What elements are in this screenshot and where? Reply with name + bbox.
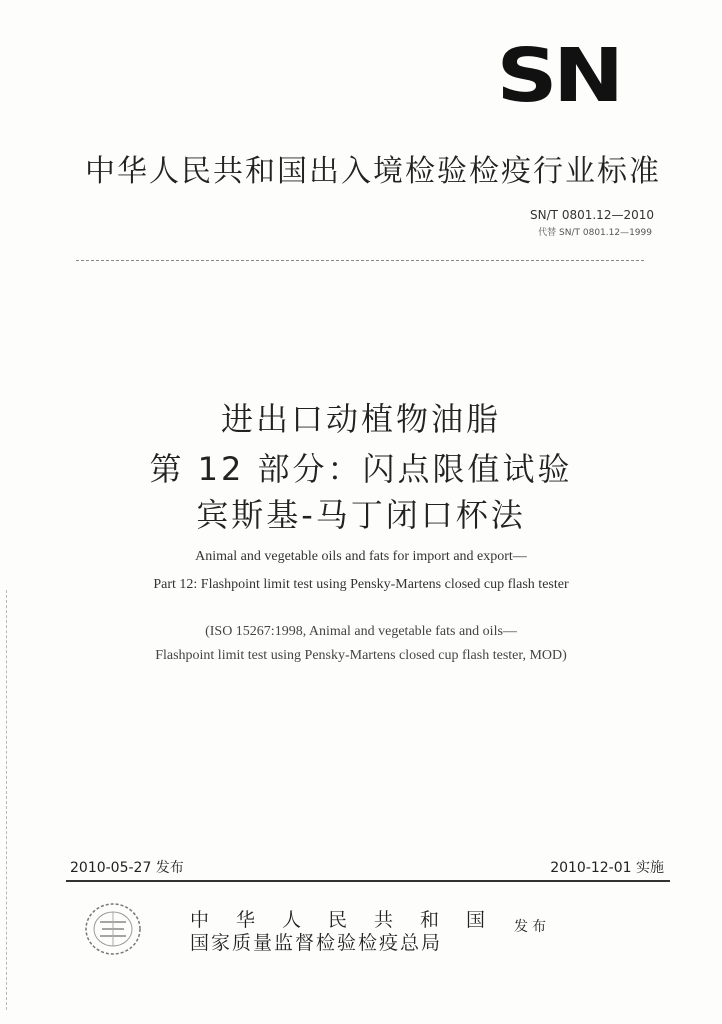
title-cn-line-1: 进出口动植物油脂 [220, 400, 501, 438]
issuer-country: 中华人民共和国 [190, 909, 513, 931]
publish-label: 发布 [514, 919, 550, 935]
iso-reference-line-2: Flashpoint limit test using Pensky-Martens closed cup flash tester, MOD) [155, 648, 567, 663]
header-divider [76, 260, 644, 261]
title-en-line-1: Animal and vegetable oils and fats for import and export— [195, 549, 527, 564]
issuer-agency: 国家质量监督检验检疫总局 [190, 932, 443, 954]
issue-date: 2010-05-27 发布 [70, 860, 184, 876]
implementation-date: 2010-12-01 实施 [550, 860, 664, 876]
official-seal-icon [80, 898, 146, 960]
standard-number: SN/T 0801.12—2010 [530, 208, 654, 222]
title-en-line-2: Part 12: Flashpoint limit test using Pensky-Martens closed cup flash tester [153, 577, 569, 592]
sn-logo: SN [496, 33, 620, 119]
iso-reference-line-1: (ISO 15267:1998, Animal and vegetable fats and oils— [205, 624, 517, 639]
footer-divider [66, 880, 670, 882]
title-cn-line-3: 宾斯基-马丁闭口杯法 [196, 496, 526, 534]
replaces-standard: 代替 SN/T 0801.12—1999 [538, 228, 652, 238]
title-cn-line-2: 第 12 部分：闪点限值试验 [149, 450, 573, 488]
standard-category-title: 中华人民共和国出入境检验检疫行业标准 [85, 154, 661, 189]
